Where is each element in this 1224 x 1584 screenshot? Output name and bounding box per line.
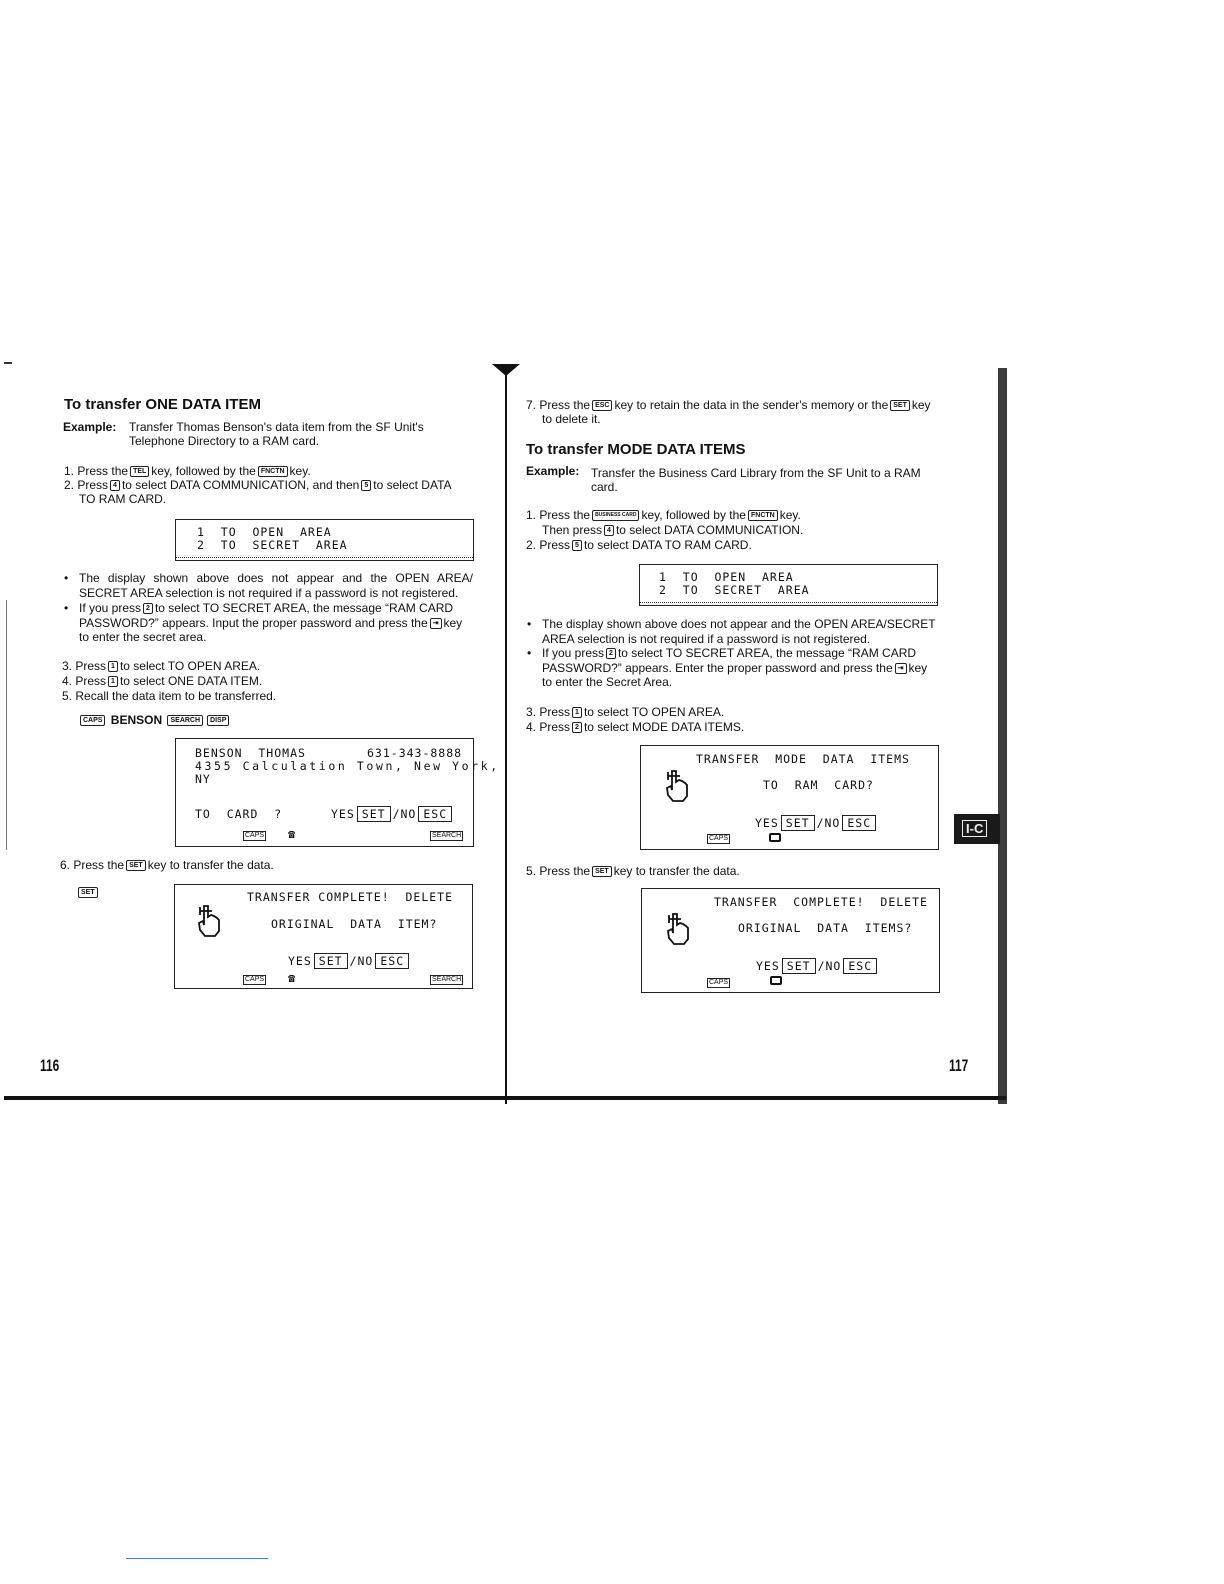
step-2: 2. Press 5 to select DATA TO RAM CARD. [526,538,752,552]
section-tab [954,814,1000,844]
footer-link-rule [126,1558,268,1559]
set-key: SET [592,866,612,877]
left-edge-mark [6,600,7,850]
disp-key: DISP [207,715,229,726]
step-1: 1. Press the TEL key, followed by the FNCTN key. [64,464,311,478]
caps-indicator: CAPS [709,835,729,842]
tel-key: TEL [130,466,149,477]
note-bullet: If you press 2 to select TO SECRET AREA, the message “RAM CARD PASSWORD?” appears. Enter the proper password and press the ⇥ key to enter the Secret Area. [542,646,928,689]
search-indicator: SEARCH [432,976,462,983]
key-2: 2 [572,722,582,733]
lcd-yes-no: YES SET /NO ESC [288,953,411,969]
step-5: 5. Press the SET key to transfer the data. [526,864,740,878]
note-bullet: If you press 2 to select TO SECRET AREA, the message “RAM CARD PASSWORD?” appears. Input the proper password and press the ⇥ key to enter the secret area. [79,601,463,644]
lcd-phone: 631-343-8888 [367,746,463,760]
key-1: 1 [572,707,582,718]
corner-mark [4,362,12,364]
note-bullet: The display shown above does not appear and the OPEN AREA/ SECRET AREA selection is not required if a password is not registered. [79,571,473,600]
lcd-line: 1 TO OPEN AREA [659,570,794,584]
search-key: SEARCH [167,715,203,726]
telephone-icon: ☎ [288,971,297,985]
fnctn-key: FNCTN [258,466,288,477]
step-4: 4. Press 2 to select MODE DATA ITEMS. [526,720,745,734]
step-1: 1. Press the BUSINESS CARD key, followed by the FNCTN key. [526,508,801,522]
step-3: 3. Press 1 to select TO OPEN AREA. [62,659,261,673]
step-7-cont: to delete it. [542,412,601,426]
key-4: 4 [604,525,614,536]
hand-pointer-icon [663,768,693,804]
lcd-area-select [639,564,938,606]
step-6: 6. Press the SET key to transfer the data. [60,858,274,872]
lcd-name: BENSON THOMAS [195,746,306,760]
lcd-area-select [175,519,474,561]
enter-key: ⇥ [895,663,907,674]
esc-key: ESC [592,400,612,411]
esc-key: ESC [375,953,409,969]
lcd-yes-no: YES SET /NO ESC [755,815,878,831]
key-4: 4 [110,480,120,491]
set-key: SET [782,958,816,974]
recall-sequence: CAPS BENSON SEARCH DISP [78,713,231,727]
step-4: 4. Press 1 to select ONE DATA ITEM. [62,674,263,688]
key-1: 1 [108,676,118,687]
caps-indicator: CAPS [709,979,729,986]
lcd-line: ORIGINAL DATA ITEM? [271,917,438,931]
section-heading: To transfer MODE DATA ITEMS [526,441,746,458]
step-5: 5. Recall the data item to be transferred. [62,689,277,703]
lcd-prompt: TO CARD ? [195,807,283,821]
lcd-yes-no: YES SET /NO ESC [331,806,454,822]
right-page: 7. Press the ESC key to retain the data in the sender's memory or the SET key to delete it. To transfer MODE DATA ITEMS Example: Transfer the Business Card Library from the SF Unit to a RAM card. 1. Press the BUSINESS CARD key, followed by the FNCTN key. Then press 4 to select DATA COMMUNICATION. 2. Press 5 to select DATA TO RAM CARD. 1 TO OPEN AREA 2 TO SECRET AREA • The display shown above does not appear and the OPEN AREA/SECRET AREA selection is not required if a password is not registered. • If you press 2 to select TO SECRET AREA, the message “RAM CARD PASSWORD?” appears. Enter the proper password and press the ⇥ key to enter the Secret Area. 3. Press 1 to select TO OPEN AREA. 4. Press 2 to select MODE DATA ITEMS. TRANSFER MODE DATA ITEMS TO RAM CARD? YES SET /NO ESC CAPS 5. Press the SET key to transfer the data. TRANSFER COMPLETE! DELETE ORIGINAL DATA ITEMS? YES SET /NO ESC CAPS I-C 117 [506,360,1006,1102]
key-5: 5 [572,540,582,551]
key-1: 1 [108,661,118,672]
card-icon [769,833,781,842]
step-1-cont: Then press 4 to select DATA COMMUNICATION. [542,523,804,537]
page-number: 117 [949,1056,969,1075]
lcd-line: TRANSFER COMPLETE! DELETE [714,895,928,909]
page-number: 116 [40,1056,60,1075]
lcd-data-item [175,738,500,847]
search-indicator: SEARCH [432,832,462,839]
lcd-line: 2 TO SECRET AREA [659,583,810,597]
step-2-cont: TO RAM CARD. [79,492,167,506]
set-key: SET [890,400,910,411]
set-key: SET [314,953,348,969]
section-tab-label: I-C [962,820,987,837]
esc-key: ESC [418,806,452,822]
note-bullet: The display shown above does not appear and the OPEN AREA/SECRET AREA selection is not required if a password is not registered. [542,617,936,646]
lcd-line: TRANSFER MODE DATA ITEMS [696,752,910,766]
fnctn-key: FNCTN [748,510,778,521]
step-3: 3. Press 1 to select TO OPEN AREA. [526,705,725,719]
esc-key: ESC [843,958,877,974]
lcd-address: 4355 Calculation Town, New York, [195,759,500,773]
example-text: Transfer Thomas Benson's data item from the SF Unit's Telephone Directory to a RAM card. [129,420,424,448]
lcd-transfer-complete [174,884,473,989]
lcd-line: 1 TO OPEN AREA [197,525,332,539]
telephone-icon: ☎ [288,827,297,841]
set-key: SET [126,860,146,871]
lcd-line: 2 TO SECRET AREA [197,538,348,552]
card-icon [770,976,782,985]
step-2: 2. Press 4 to select DATA COMMUNICATION, and then 5 to select DATA [64,478,452,492]
set-key: SET [781,815,815,831]
example-label: Example: [526,464,580,478]
example-label: Example: [63,420,117,434]
lcd-line: ORIGINAL DATA ITEMS? [738,921,913,935]
caps-indicator: CAPS [245,976,265,983]
lcd-line: TO RAM CARD? [763,778,874,792]
lcd-transfer-complete [641,888,940,993]
caps-indicator: CAPS [245,832,265,839]
left-page: To transfer ONE DATA ITEM Example: Transfer Thomas Benson's data item from the SF Unit's Telephone Directory to a RAM card. 1. Press the TEL key, followed by the FNCTN key. 2. Press 4 to select DATA COMMUNICATION, and then 5 to select DATA TO RAM CARD. 1 TO OPEN AREA 2 TO SECRET AREA • The display shown above does not appear and the OPEN AREA/ SECRET AREA selection is not required if a password is not registered. • If you press 2 to select TO SECRET AREA, the message “RAM CARD PASSWORD?” appears. Input the proper password and press the ⇥ key to enter the secret area. 3. Press 1 to select TO OPEN AREA. 4. Press 1 to select ONE DATA ITEM. 5. Recall the data item to be transferred. CAPS BENSON SEARCH DISP BENSON THOMAS 631-343-8888 4355 Calculation Town, New York, NY TO CARD ? YES SET /NO ESC CAPS ☎ SEARCH 6. Press the SET key to transfer the data. SET TRANSFER COMPLETE! DELETE ORIGINAL DATA ITEM? YES SET /NO ESC CAPS ☎ SEARCH 116 [40,396,500,1075]
lcd-transfer-mode [640,745,939,850]
caps-key: CAPS [80,715,105,726]
set-key: SET [357,806,391,822]
key-2: 2 [606,648,616,659]
example-text: Transfer the Business Card Library from the SF Unit to a RAM card. [591,466,921,494]
hand-pointer-icon [664,911,694,947]
set-key-icon: SET [76,885,100,899]
lcd-yes-no: YES SET /NO ESC [756,958,879,974]
lcd-state: NY [195,772,211,786]
hand-pointer-icon [195,903,225,939]
key-2: 2 [143,603,153,614]
lcd-line: TRANSFER COMPLETE! DELETE [247,890,454,904]
step-7: 7. Press the ESC key to retain the data in the sender's memory or the SET key [526,398,931,412]
enter-key: ⇥ [430,618,442,629]
section-heading: To transfer ONE DATA ITEM [64,396,261,413]
key-5: 5 [361,480,371,491]
business-card-key: BUSINESS CARD [592,510,639,521]
esc-key: ESC [842,815,876,831]
